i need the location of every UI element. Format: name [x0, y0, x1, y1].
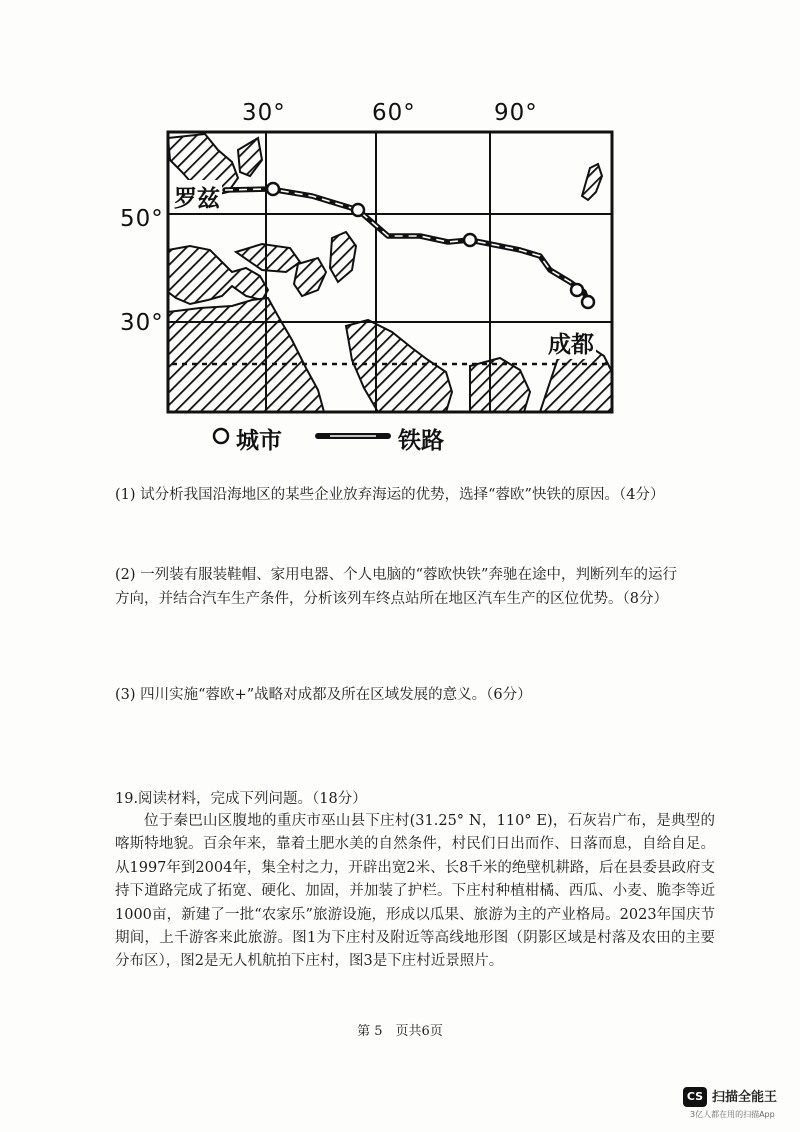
question-2-line-1: (2) 一列装有服装鞋帽、家用电器、个人电脑的“蓉欧快铁”奔驰在途中，判断列车的运行	[115, 567, 677, 583]
city-2	[352, 204, 364, 216]
question-3: (3) 四川实施“蓉欧+”战略对成都及所在区域发展的意义。（6分）	[115, 687, 532, 703]
landmass-japan	[582, 164, 602, 200]
longitude-label-30: 30°	[242, 100, 286, 126]
scanner-tagline: 3亿人都在用的扫描App	[690, 1110, 775, 1119]
longitude-label-60: 60°	[372, 100, 416, 126]
landmass-baltic	[238, 138, 262, 176]
legend-railway-label: 铁路	[398, 428, 444, 454]
landmass-iran	[294, 258, 326, 296]
label-east-city: 成都	[546, 326, 596, 359]
latitude-label-30: 30°	[120, 310, 164, 336]
landmass-southeast-asia	[470, 358, 530, 412]
question-19-material: 位于秦巴山区腹地的重庆市巫山县下庄村(31.25° N，110° E)，石灰岩广布，是典型的喀斯特地貌。百余年来，靠着土肥水美的自然条件，村民们日出而作、日落而息，自给自足。从1997年到2004年，集全村之力，开辟出宽2米、长8千米的绝壁机耕路，后在县委县政府支持下道路完成了拓宽、硬化、加固，并加装了护栏。下庄村种植柑橘、西瓜、小麦、脆李等近1000亩，新建了一批“农家乐”旅游设施，形成以瓜果、旅游为主的产业格局。2023年国庆节期间，上千游客来此旅游。图1为下庄村及附近等高线地形图（阴影区域是村落及农田的主要分布区），图2是无人机航拍下庄村，图3是下庄村近景照片。	[115, 813, 715, 970]
page-number: 第 5 页共6页	[357, 1024, 443, 1039]
city-3	[464, 234, 476, 246]
railway-map	[0, 0, 800, 470]
label-west-city: 罗兹	[172, 180, 222, 213]
legend-city-label: 城市	[236, 428, 282, 454]
legend-city-symbol	[214, 429, 228, 443]
landmass-india	[346, 320, 452, 412]
landmass-arabia	[168, 298, 324, 412]
city-4	[571, 284, 583, 296]
city-lodz	[267, 183, 279, 195]
question-19-heading: 19.阅读材料，完成下列问题。（18分）	[115, 791, 367, 807]
latitude-label-50: 50°	[120, 206, 164, 232]
longitude-label-90: 90°	[494, 100, 538, 126]
scanner-app-name: 扫描全能王	[712, 1090, 778, 1105]
scanner-logo: CS	[683, 1087, 707, 1107]
city-chengdu	[582, 296, 594, 308]
question-1: (1) 试分析我国沿海地区的某些企业放弃海运的优势，选择“蓉欧”快铁的原因。（4分）	[115, 487, 665, 503]
landmass-caspian	[330, 232, 356, 282]
question-2-line-2: 方向，并结合汽车生产条件，分析该列车终点站所在地区汽车生产的区位优势。（8分）	[115, 591, 668, 607]
